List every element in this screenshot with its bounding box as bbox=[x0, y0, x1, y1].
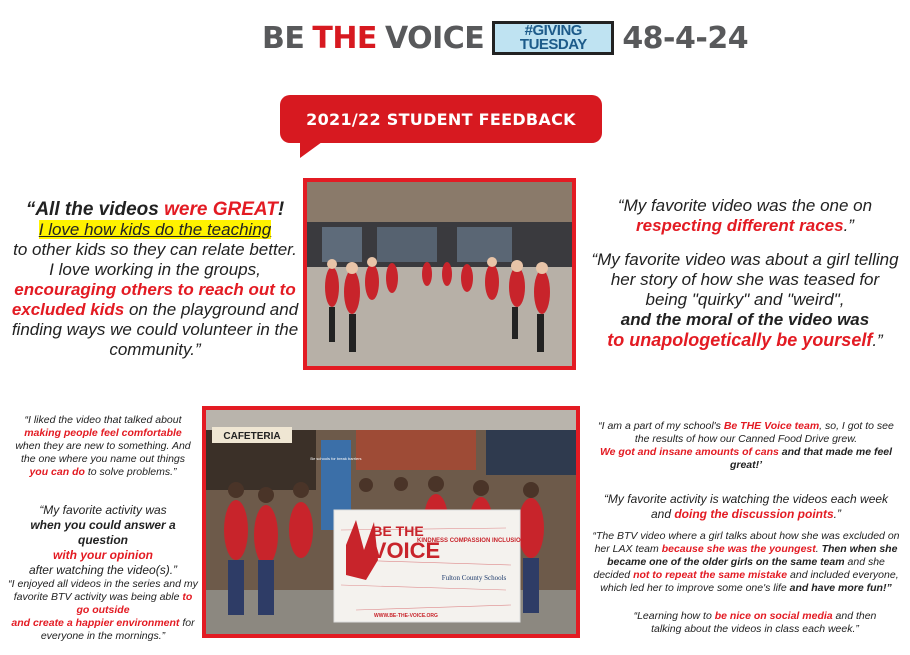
qr2-t3: .” bbox=[833, 507, 842, 521]
ql3-t1: “I enjoyed all videos in the series and my favorite BTV activity was being able bbox=[8, 578, 198, 603]
qr3-t1: “The BTV video where a girl talks about how she was excluded on her LAX team bbox=[592, 530, 900, 555]
ql2-t3: with your opinion bbox=[53, 548, 153, 562]
quote-left-2 bbox=[5, 503, 201, 578]
ql3-t2: to go outside bbox=[76, 591, 193, 616]
q2-b3: to unapologetically be yourself bbox=[607, 330, 873, 350]
q1-p2: were GREAT bbox=[164, 199, 278, 220]
giving-line1: #GIVING bbox=[524, 22, 582, 39]
header-be: BE bbox=[262, 20, 305, 56]
quote-left-1 bbox=[12, 414, 194, 479]
photo-students-hallway bbox=[303, 178, 576, 370]
quote-right-1 bbox=[590, 420, 902, 472]
quote-right-4 bbox=[620, 610, 890, 636]
ql2-t1: “My favorite activity was bbox=[39, 503, 167, 517]
ql1-t5: to solve problems.” bbox=[84, 466, 177, 478]
qr3-t4: Then when she became one of the older girls on the same team bbox=[607, 543, 898, 568]
qr3-t5: and she decided bbox=[593, 556, 885, 581]
q1-p7: on the playground and finding ways we could volunteer in the community.” bbox=[11, 300, 299, 359]
q1-p6: encouraging others to reach out to excluded kids bbox=[11, 280, 296, 319]
header-title bbox=[262, 18, 748, 58]
banner-url-text: WWW.BE-THE-VOICE.ORG bbox=[374, 613, 438, 619]
quote-right-3 bbox=[590, 530, 902, 595]
banner-tail bbox=[300, 142, 322, 158]
q2-a1: “My favorite video was the one on bbox=[617, 196, 873, 215]
qr1-t3: , so, I got to see the results of how our Canned Food Drive grew. bbox=[634, 420, 894, 445]
giving-line2: TUESDAY bbox=[519, 36, 587, 53]
banner-school-text: Fulton County Schools bbox=[441, 574, 507, 582]
photo-students-banner bbox=[202, 406, 580, 638]
qr1-t2: Be THE Voice team bbox=[723, 420, 820, 432]
feedback-banner bbox=[280, 95, 602, 143]
quote-main-right bbox=[590, 196, 900, 351]
header-code: 48-4-24 bbox=[622, 20, 749, 56]
q2-b1: “My favorite video was about a girl telling her story of how she was teased for being "quirky" and "weird", bbox=[591, 250, 899, 309]
qr3-t3: . bbox=[815, 543, 822, 555]
quote-main-left bbox=[10, 200, 300, 360]
ql2-t2: when you could answer a question bbox=[30, 518, 176, 547]
qr4-t2: be nice on social media bbox=[714, 610, 833, 622]
sign-cafeteria: CAFETERIA bbox=[223, 431, 281, 442]
q2-a2: respecting different races bbox=[636, 216, 844, 235]
qr4-t1: “Learning how to bbox=[633, 610, 715, 622]
q1-p1: “All the videos bbox=[25, 199, 165, 220]
ql1-t1: “I liked the video that talked about bbox=[24, 414, 182, 426]
banner-voice-text: VOICE bbox=[371, 538, 441, 563]
qr3-t8: and have more fun!” bbox=[789, 582, 892, 594]
q1-p4: I love how kids do the teaching bbox=[38, 220, 272, 239]
qr4-t3: and then talking about the videos in class each week.” bbox=[651, 610, 877, 635]
ql3-t3: and create a happier environment bbox=[11, 617, 180, 629]
ql3-t4: for everyone in the mornings.” bbox=[40, 617, 195, 642]
q2-b2: and the moral of the video was bbox=[620, 310, 870, 329]
qr1-t4: We got and insane amounts of cans bbox=[599, 446, 779, 458]
photo-students-banner-image bbox=[206, 410, 576, 634]
q2-a3: .” bbox=[843, 216, 854, 235]
ql2-t4: after watching the video(s).” bbox=[28, 563, 178, 577]
qr3-t2: because she was the youngest bbox=[661, 543, 816, 555]
poster-text: Be schools for break barriers bbox=[310, 456, 362, 461]
quote-right-2 bbox=[600, 492, 892, 522]
banner-words-text: KINDNESS COMPASSION INCLUSION bbox=[417, 538, 525, 544]
qr2-t2: doing the discussion points bbox=[674, 507, 834, 521]
quote-left-3 bbox=[8, 578, 198, 643]
feedback-banner-title: 2021/22 STUDENT FEEDBACK bbox=[306, 109, 576, 129]
q2-b4: .” bbox=[872, 331, 883, 350]
q1-p3: ! bbox=[277, 199, 285, 220]
ql1-t3: when they are new to something. And the one where you name out things bbox=[15, 440, 191, 465]
qr2-t1: “My favorite activity is watching the videos each week and bbox=[603, 492, 889, 521]
qr3-t7: and included everyone, which led her to improve some one's life bbox=[600, 569, 899, 594]
banner-be-text: BE THE bbox=[372, 523, 424, 539]
giving-tuesday-logo bbox=[492, 21, 614, 55]
photo-students-hallway-image bbox=[307, 182, 572, 366]
header-the: THE bbox=[312, 20, 377, 56]
qr1-t5: and that made me feel great!’ bbox=[729, 446, 893, 471]
qr3-t6: not to repeat the same mistake bbox=[633, 569, 788, 581]
ql1-t4: you can do bbox=[29, 466, 85, 478]
q1-p5: to other kids so they can relate better. I love working in the groups, bbox=[13, 240, 297, 279]
ql1-t2: making people feel comfortable bbox=[24, 427, 182, 439]
qr1-t1: “I am a part of my school's bbox=[598, 420, 724, 432]
header-voice: VOICE bbox=[384, 20, 485, 56]
